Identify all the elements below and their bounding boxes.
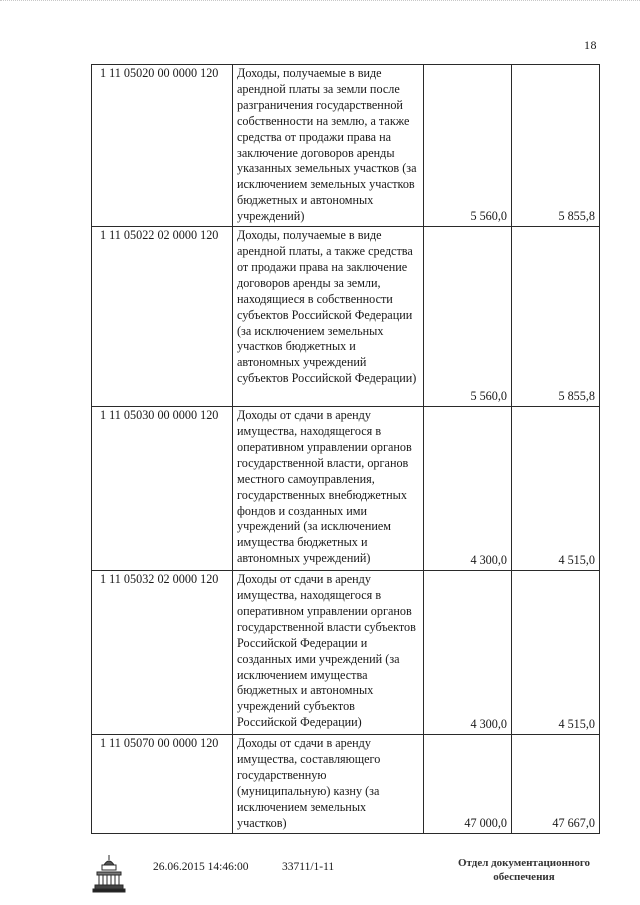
row-description: Доходы, получаемые в виде арендной платы, а также средства от продажи права на заключение договоров аренды за земли, находящиеся в собственности субъектов Российской Федерации (за исключением земельных участков бюджетных и автономных учреждений субъектов Российской Федерации) [233, 227, 424, 407]
row-value-2: 5 855,8 [512, 227, 600, 407]
footer-timestamp: 26.06.2015 14:46:00 [153, 861, 249, 873]
row-value-1: 5 560,0 [424, 227, 512, 407]
footer-document-number: 33711/1-11 [282, 861, 335, 873]
footer-department-stamp [448, 856, 600, 884]
row-description: Доходы от сдачи в аренду имущества, составляющего государственную (муниципальную) казну (за исключением земельных участков) [233, 735, 424, 833]
table-row [92, 227, 600, 407]
row-code: 1 11 05022 02 0000 120 [92, 227, 233, 407]
row-value-1: 47 000,0 [424, 735, 512, 833]
row-description: Доходы от сдачи в аренду имущества, находящегося в оперативном управлении органов государственной власти, органов местного самоуправления, государственных внебюджетных фондов и созданных ими учреждений (за исключением имущества бюджетных и автономных учреждений) [233, 407, 424, 571]
duma-building-emblem-icon [92, 853, 126, 895]
row-code: 1 11 05070 00 0000 120 [92, 735, 233, 833]
table-row [92, 65, 600, 227]
department-line-1: Отдел документационного [457, 857, 591, 869]
row-value-2: 5 855,8 [512, 65, 600, 227]
department-line-2: обеспечения [493, 871, 555, 883]
row-value-1: 4 300,0 [424, 407, 512, 571]
row-value-1: 4 300,0 [424, 571, 512, 735]
page-number: 18 [584, 38, 597, 52]
row-value-2: 4 515,0 [512, 407, 600, 571]
row-code: 1 11 05032 02 0000 120 [92, 571, 233, 735]
row-description: Доходы от сдачи в аренду имущества, находящегося в оперативном управлении органов государственной власти субъектов Российской Федерации и созданных ими учреждений (за исключением имущества бюджетных и автономных учреждений субъектов Российской Федерации) [233, 571, 424, 735]
row-value-2: 4 515,0 [512, 571, 600, 735]
footer [0, 853, 640, 903]
row-description: Доходы, получаемые в виде арендной платы за земли после разграничения государственной собственности на землю, а также средства от продажи права на заключение договоров аренды указанных земельных участков (за исключением земельных участков бюджетных и автономных учреждений) [233, 65, 424, 227]
table-row [92, 735, 600, 833]
row-code: 1 11 05020 00 0000 120 [92, 65, 233, 227]
table-row [92, 571, 600, 735]
table-row [92, 407, 600, 571]
row-code: 1 11 05030 00 0000 120 [92, 407, 233, 571]
row-value-2: 47 667,0 [512, 735, 600, 833]
row-value-1: 5 560,0 [424, 65, 512, 227]
scan-artifact-top [0, 0, 640, 2]
budget-revenue-table [91, 64, 600, 834]
